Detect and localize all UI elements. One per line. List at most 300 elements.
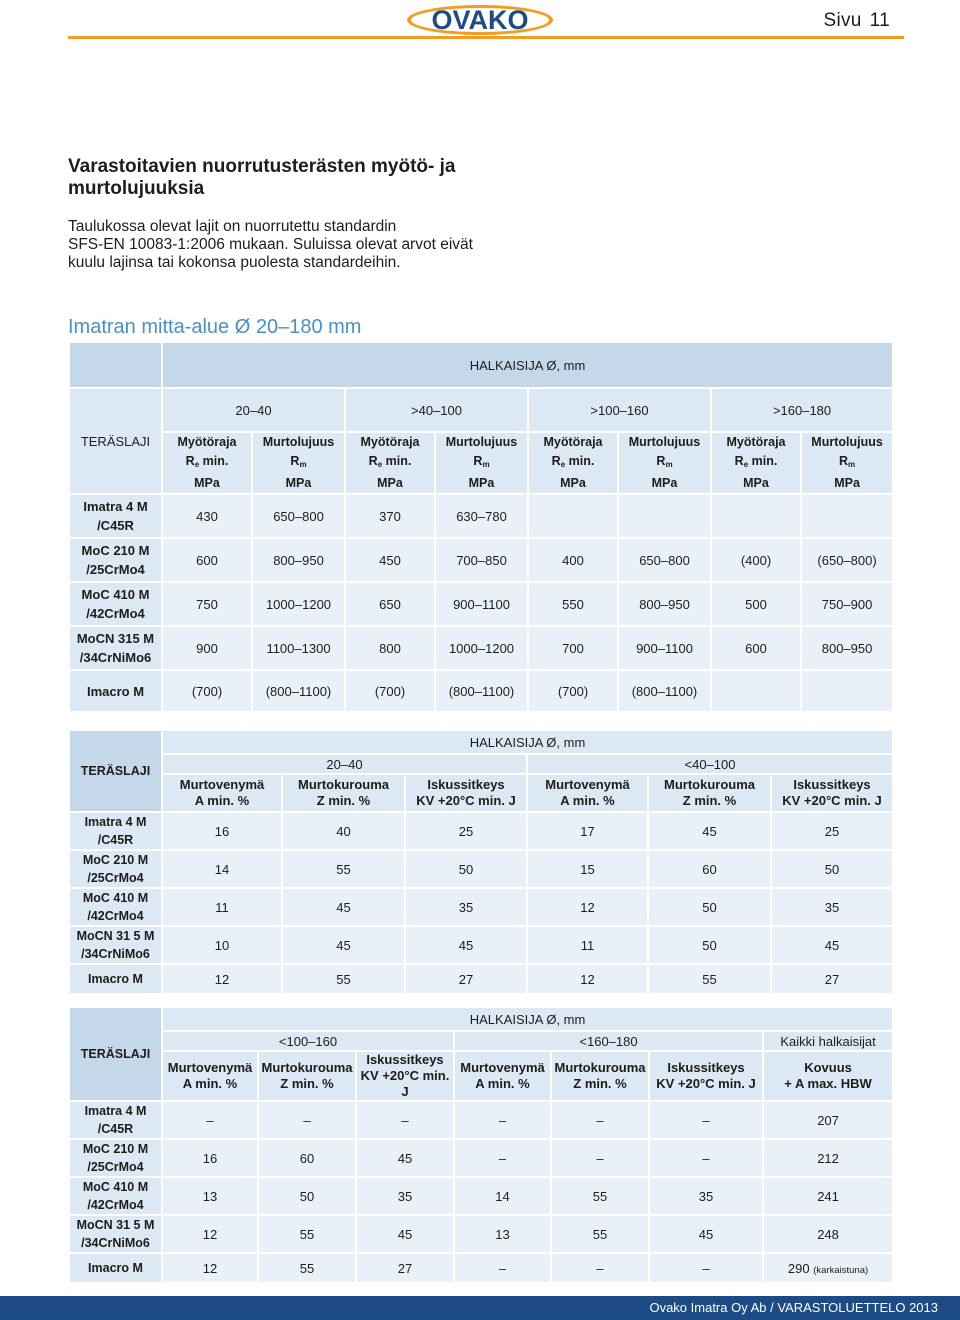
value-cell <box>162 888 282 926</box>
col-header-name: Myötöraja <box>726 435 786 449</box>
cell-value: 55 <box>299 1226 315 1242</box>
value-cell <box>551 1215 649 1253</box>
cell-value: 290 <box>787 1260 810 1276</box>
col-header <box>649 1051 763 1101</box>
grade-name-line: /34CrNiMo6 <box>79 650 152 665</box>
grade-cell <box>69 494 162 538</box>
value-cell <box>649 1215 763 1253</box>
cell-value: 55 <box>299 1260 315 1276</box>
yield-col-header <box>345 432 435 494</box>
value-cell <box>162 964 282 994</box>
cell-value: – <box>498 1112 507 1128</box>
value-cell: (700) <box>345 670 435 712</box>
col-header <box>282 774 405 812</box>
value-cell <box>454 1139 551 1177</box>
cell-value: 45 <box>824 937 840 953</box>
cell-value: 27 <box>397 1260 413 1276</box>
col-header <box>527 774 648 812</box>
grade-cell <box>69 670 162 712</box>
col-header-line: KV +20°C min. J <box>360 1068 450 1099</box>
cell-value: 55 <box>592 1226 608 1242</box>
footer-text: Ovako Imatra Oy Ab / VARASTOLUETTELO 2013 <box>649 1300 938 1315</box>
col-header-line: Z min. % <box>682 793 737 808</box>
value-cell <box>454 1253 551 1283</box>
cell-value: 17 <box>580 823 595 839</box>
value-cell <box>527 888 648 926</box>
grade-name-line: /34CrNiMo6 <box>81 947 150 961</box>
size-header: HALKAISIJA Ø, mm <box>162 1007 893 1031</box>
table-row <box>69 1101 893 1139</box>
grade-header: TERÄSLAJI <box>69 388 162 494</box>
cell-value: 45 <box>336 899 351 915</box>
range-header: <100–160 <box>162 1031 454 1051</box>
value-cell <box>282 812 405 850</box>
col-header-line: A min. % <box>560 793 615 808</box>
cell-value: 14 <box>495 1188 510 1204</box>
cell-value: 45 <box>397 1226 413 1242</box>
unit: MPa <box>743 476 769 490</box>
value-cell: 900–1100 <box>435 582 528 626</box>
col-header <box>648 774 771 812</box>
value-cell <box>527 926 648 964</box>
cell-value: 12 <box>214 971 230 987</box>
value-cell <box>551 1139 649 1177</box>
value-cell: 430 <box>162 494 252 538</box>
value-cell: (400) <box>711 538 801 582</box>
value-cell <box>282 850 405 888</box>
col-header-line: Murtovenymä <box>179 777 265 792</box>
grade-name-line: Imatra 4 M <box>84 815 147 829</box>
value-cell <box>162 1177 258 1215</box>
table-row <box>69 964 893 994</box>
intro-line: kuulu lajinsa tai kokonsa puolesta standardeihin. <box>68 254 401 271</box>
value-cell <box>282 964 405 994</box>
grade-cell <box>69 1253 162 1283</box>
value-cell <box>405 888 527 926</box>
symbol: R <box>185 454 195 468</box>
value-cell <box>454 1215 551 1253</box>
value-cell <box>551 1177 649 1215</box>
value-cell <box>771 964 893 994</box>
value-cell: 400 <box>528 538 618 582</box>
col-header <box>258 1051 356 1101</box>
cell-value: 241 <box>817 1188 839 1204</box>
value-cell <box>258 1139 356 1177</box>
col-header <box>356 1051 454 1101</box>
value-cell: 370 <box>345 494 435 538</box>
value-cell: 600 <box>711 626 801 670</box>
value-cell <box>648 926 771 964</box>
intro-text <box>68 218 498 272</box>
grade-cell <box>69 1139 162 1177</box>
cell-value: – <box>596 1150 604 1166</box>
grade-name-line: /42CrMo4 <box>87 909 144 923</box>
cell-value: – <box>596 1260 604 1276</box>
value-cell <box>282 888 405 926</box>
col-header-name: Myötöraja <box>177 435 237 449</box>
col-header-line: Murtokurouma <box>261 1060 353 1075</box>
grade-name-line: MoC 410 M <box>82 891 149 905</box>
cell-value: 12 <box>580 899 595 915</box>
cell-value: 13 <box>202 1188 218 1204</box>
symbol: R <box>734 454 744 468</box>
col-header <box>162 1051 258 1101</box>
cell-value: 11 <box>580 937 595 953</box>
symbol-suffix: min. <box>385 454 412 468</box>
value-cell <box>771 812 893 850</box>
cell-value: 212 <box>817 1150 839 1166</box>
grade-name-line: /C45R <box>97 518 134 533</box>
symbol-suffix: min. <box>751 454 778 468</box>
header-rule <box>68 36 904 39</box>
value-cell <box>405 812 527 850</box>
ductility-table-2 <box>68 1006 894 1284</box>
value-cell <box>551 1253 649 1283</box>
symbol-subscript: e <box>560 460 566 469</box>
cell-value: 50 <box>824 861 840 877</box>
grade-name-line: /C45R <box>97 1122 134 1136</box>
value-cell: 1000–1200 <box>435 626 528 670</box>
cell-value: – <box>596 1112 604 1128</box>
grade-name-line: /C45R <box>97 833 134 847</box>
value-cell <box>454 1177 551 1215</box>
value-cell <box>356 1215 454 1253</box>
value-cell <box>618 494 711 538</box>
grade-cell <box>69 926 162 964</box>
cell-value: 12 <box>202 1260 218 1276</box>
value-cell: 900–1100 <box>618 626 711 670</box>
grade-cell <box>69 1177 162 1215</box>
svg-text:OVAKO: OVAKO <box>431 5 529 35</box>
value-cell <box>405 926 527 964</box>
col-header-name: Murtolujuus <box>811 435 883 449</box>
value-cell <box>527 812 648 850</box>
col-header-name: Myötöraja <box>543 435 603 449</box>
value-cell: (800–1100) <box>618 670 711 712</box>
value-cell: 600 <box>162 538 252 582</box>
ductility-table-1 <box>68 729 894 995</box>
grade-cell <box>69 626 162 670</box>
tensile-col-header <box>618 432 711 494</box>
value-cell <box>162 1215 258 1253</box>
value-cell: 650 <box>345 582 435 626</box>
grade-name-line: MoC 410 M <box>81 587 150 602</box>
cell-value: 35 <box>458 899 474 915</box>
table-row <box>69 812 893 850</box>
col-header-line: KV +20°C min. J <box>656 1076 756 1091</box>
cell-value: 14 <box>214 861 230 877</box>
value-cell <box>162 926 282 964</box>
cell-value: 15 <box>580 861 595 877</box>
table-row <box>69 850 893 888</box>
grade-name-line: Imacro M <box>86 683 145 699</box>
value-cell: 800–950 <box>618 582 711 626</box>
cell-value: – <box>401 1112 409 1128</box>
value-cell <box>763 1253 893 1283</box>
grade-name-line: /25CrMo4 <box>86 562 145 577</box>
col-header-name: Murtolujuus <box>628 435 701 449</box>
col-header-line: Murtovenymä <box>545 777 630 792</box>
table-row <box>69 926 893 964</box>
size-header: HALKAISIJA Ø, mm <box>162 730 893 754</box>
range-header: <160–180 <box>454 1031 763 1051</box>
cell-value: 248 <box>817 1226 839 1242</box>
value-cell: 800–950 <box>252 538 345 582</box>
col-header <box>405 774 527 812</box>
value-cell <box>162 1139 258 1177</box>
value-cell <box>356 1101 454 1139</box>
value-cell: (650–800) <box>801 538 893 582</box>
grade-name-line: /25CrMo4 <box>87 1160 144 1174</box>
range-header: >100–160 <box>528 388 711 432</box>
col-header <box>454 1051 551 1101</box>
intro-line: SFS-EN 10083-1:2006 mukaan. Suluissa olevat arvot eivät <box>68 236 473 253</box>
table-row <box>69 626 893 670</box>
unit: MPa <box>468 476 495 490</box>
cell-value: 207 <box>817 1112 839 1128</box>
table-row <box>69 670 893 712</box>
grade-name-line: MoC 210 M <box>82 853 149 867</box>
grade-name-line: MoCN 31 5 M <box>76 1218 155 1232</box>
value-cell <box>763 1177 893 1215</box>
tensile-col-header <box>801 432 893 494</box>
symbol: R <box>838 454 848 468</box>
value-cell <box>356 1139 454 1177</box>
cell-value: 12 <box>202 1226 218 1242</box>
value-cell <box>356 1177 454 1215</box>
value-cell: 750–900 <box>801 582 893 626</box>
grade-cell <box>69 964 162 994</box>
cell-note: (karkaistuna) <box>813 1264 869 1276</box>
value-cell <box>801 670 893 712</box>
grade-name-line: MoCN 315 M <box>76 631 155 646</box>
cell-value: – <box>206 1112 214 1128</box>
value-cell <box>527 850 648 888</box>
grade-name-line: MoC 210 M <box>81 543 150 558</box>
footer-bar <box>0 1296 960 1320</box>
col-header-line: Murtovenymä <box>167 1060 253 1075</box>
symbol-subscript: m <box>299 460 307 469</box>
value-cell: 800 <box>345 626 435 670</box>
range-header: 20–40 <box>162 388 345 432</box>
symbol-subscript: e <box>194 460 200 469</box>
value-cell <box>801 494 893 538</box>
value-cell: 1100–1300 <box>252 626 345 670</box>
value-cell: (700) <box>528 670 618 712</box>
grade-name-line: MoC 210 M <box>82 1142 149 1156</box>
value-cell: 700–850 <box>435 538 528 582</box>
value-cell: 650–800 <box>252 494 345 538</box>
cell-value: – <box>498 1150 507 1166</box>
col-header-name: Murtolujuus <box>445 435 518 449</box>
unit: MPa <box>194 476 220 490</box>
value-cell <box>648 888 771 926</box>
page-number-value: 11 <box>869 10 890 31</box>
col-header-line: Iskussitkeys <box>793 777 871 792</box>
yield-col-header <box>162 432 252 494</box>
grade-cell <box>69 1215 162 1253</box>
cell-value: 50 <box>458 861 474 877</box>
cell-value: 27 <box>824 971 840 987</box>
value-cell <box>162 812 282 850</box>
size-header: HALKAISIJA Ø, mm <box>162 342 893 388</box>
value-cell <box>162 1101 258 1139</box>
value-cell: 800–950 <box>801 626 893 670</box>
cell-value: 55 <box>702 971 717 987</box>
grade-cell <box>69 812 162 850</box>
yield-col-header <box>528 432 618 494</box>
col-header-line: Z min. % <box>573 1076 627 1091</box>
cell-value: 45 <box>336 937 351 953</box>
col-header-line: Iskussitkeys <box>667 1060 745 1075</box>
symbol: R <box>551 454 561 468</box>
symbol-subscript: m <box>665 460 673 469</box>
col-header-line: Kovuus <box>804 1060 852 1075</box>
range-header: Kaikki halkaisijat <box>763 1031 893 1051</box>
unit: MPa <box>651 476 678 490</box>
value-cell: (800–1100) <box>435 670 528 712</box>
grade-cell <box>69 888 162 926</box>
grade-name-line: Imatra 4 M <box>84 1104 147 1118</box>
cell-value: 45 <box>458 937 474 953</box>
cell-value: 10 <box>214 937 230 953</box>
cell-value: 55 <box>336 861 351 877</box>
value-cell <box>356 1253 454 1283</box>
range-header: <40–100 <box>527 754 893 774</box>
symbol: R <box>656 454 666 468</box>
value-cell <box>258 1177 356 1215</box>
value-cell <box>648 850 771 888</box>
cell-value: 35 <box>397 1188 413 1204</box>
cell-value: 45 <box>397 1150 413 1166</box>
value-cell <box>763 1215 893 1253</box>
cell-value: 11 <box>215 899 229 915</box>
cell-value: – <box>303 1112 311 1128</box>
tensile-col-header <box>252 432 345 494</box>
cell-value: – <box>702 1150 710 1166</box>
cell-value: 55 <box>592 1188 608 1204</box>
value-cell <box>405 850 527 888</box>
value-cell: (700) <box>162 670 252 712</box>
table-row <box>69 888 893 926</box>
col-header-line: Murtovenymä <box>460 1060 545 1075</box>
col-header <box>162 774 282 812</box>
value-cell <box>711 494 801 538</box>
symbol-subscript: e <box>743 460 749 469</box>
col-header-name: Myötöraja <box>360 435 420 449</box>
value-cell <box>711 670 801 712</box>
cell-value: 25 <box>458 823 474 839</box>
cell-value: 45 <box>698 1226 714 1242</box>
cell-value: 16 <box>214 823 230 839</box>
col-header <box>763 1051 893 1101</box>
cell-value: 60 <box>299 1150 315 1166</box>
cell-value: 35 <box>824 899 840 915</box>
yield-col-header <box>711 432 801 494</box>
value-cell <box>771 888 893 926</box>
tensile-col-header <box>435 432 528 494</box>
grade-cell <box>69 1101 162 1139</box>
grade-cell <box>69 538 162 582</box>
table-row <box>69 1139 893 1177</box>
value-cell: 550 <box>528 582 618 626</box>
grade-header: TERÄSLAJI <box>69 730 162 812</box>
value-cell <box>162 1253 258 1283</box>
cell-value: 12 <box>580 971 595 987</box>
cell-value: 16 <box>202 1150 218 1166</box>
symbol: R <box>368 454 378 468</box>
symbol-suffix: min. <box>202 454 229 468</box>
grade-cell <box>69 582 162 626</box>
value-cell: (800–1100) <box>252 670 345 712</box>
value-cell <box>771 926 893 964</box>
value-cell <box>649 1101 763 1139</box>
grade-cell <box>69 850 162 888</box>
col-header-line: A min. % <box>182 1076 238 1091</box>
grade-name-line: MoCN 31 5 M <box>76 929 155 943</box>
range-header: 20–40 <box>162 754 527 774</box>
range-title: Imatran mitta-alue Ø 20–180 mm <box>68 316 362 338</box>
value-cell: 700 <box>528 626 618 670</box>
cell-value: 55 <box>336 971 351 987</box>
cell-value: 60 <box>702 861 717 877</box>
value-cell <box>649 1177 763 1215</box>
unit: MPa <box>285 476 312 490</box>
value-cell: 1000–1200 <box>252 582 345 626</box>
table-row <box>69 538 893 582</box>
value-cell: 450 <box>345 538 435 582</box>
value-cell <box>162 850 282 888</box>
cell-value: 50 <box>702 899 717 915</box>
unit: MPa <box>377 476 403 490</box>
cell-value: 27 <box>458 971 474 987</box>
symbol: R <box>290 454 300 468</box>
col-header-name: Murtolujuus <box>262 435 335 449</box>
value-cell <box>258 1215 356 1253</box>
value-cell: 500 <box>711 582 801 626</box>
ovako-logo <box>405 2 555 38</box>
symbol-suffix: min. <box>568 454 595 468</box>
grade-name-line: Imacro M <box>88 1261 143 1275</box>
table-row <box>69 1253 893 1283</box>
col-header-line: Iskussitkeys <box>366 1052 444 1067</box>
col-header-line: Z min. % <box>316 793 371 808</box>
cell-value: 13 <box>495 1226 510 1242</box>
value-cell <box>763 1101 893 1139</box>
page-number <box>824 10 891 32</box>
strength-table <box>68 341 894 713</box>
value-cell: 630–780 <box>435 494 528 538</box>
grade-name-line: /42CrMo4 <box>87 1198 144 1212</box>
cell-value: 35 <box>698 1188 714 1204</box>
col-header-line: Murtokurouma <box>298 777 389 792</box>
value-cell <box>551 1101 649 1139</box>
cell-value: 45 <box>702 823 717 839</box>
value-cell <box>527 964 648 994</box>
value-cell <box>649 1253 763 1283</box>
value-cell: 650–800 <box>618 538 711 582</box>
col-header-line: Murtokurouma <box>664 777 755 792</box>
value-cell <box>454 1101 551 1139</box>
cell-value: 40 <box>336 823 351 839</box>
value-cell: 900 <box>162 626 252 670</box>
intro-line: Taulukossa olevat lajit on nuorrutettu standardin <box>68 218 397 235</box>
table-row <box>69 1177 893 1215</box>
value-cell <box>771 850 893 888</box>
grade-name-line: /25CrMo4 <box>87 871 144 885</box>
col-header-line: + A max. HBW <box>784 1076 872 1091</box>
value-cell <box>763 1139 893 1177</box>
